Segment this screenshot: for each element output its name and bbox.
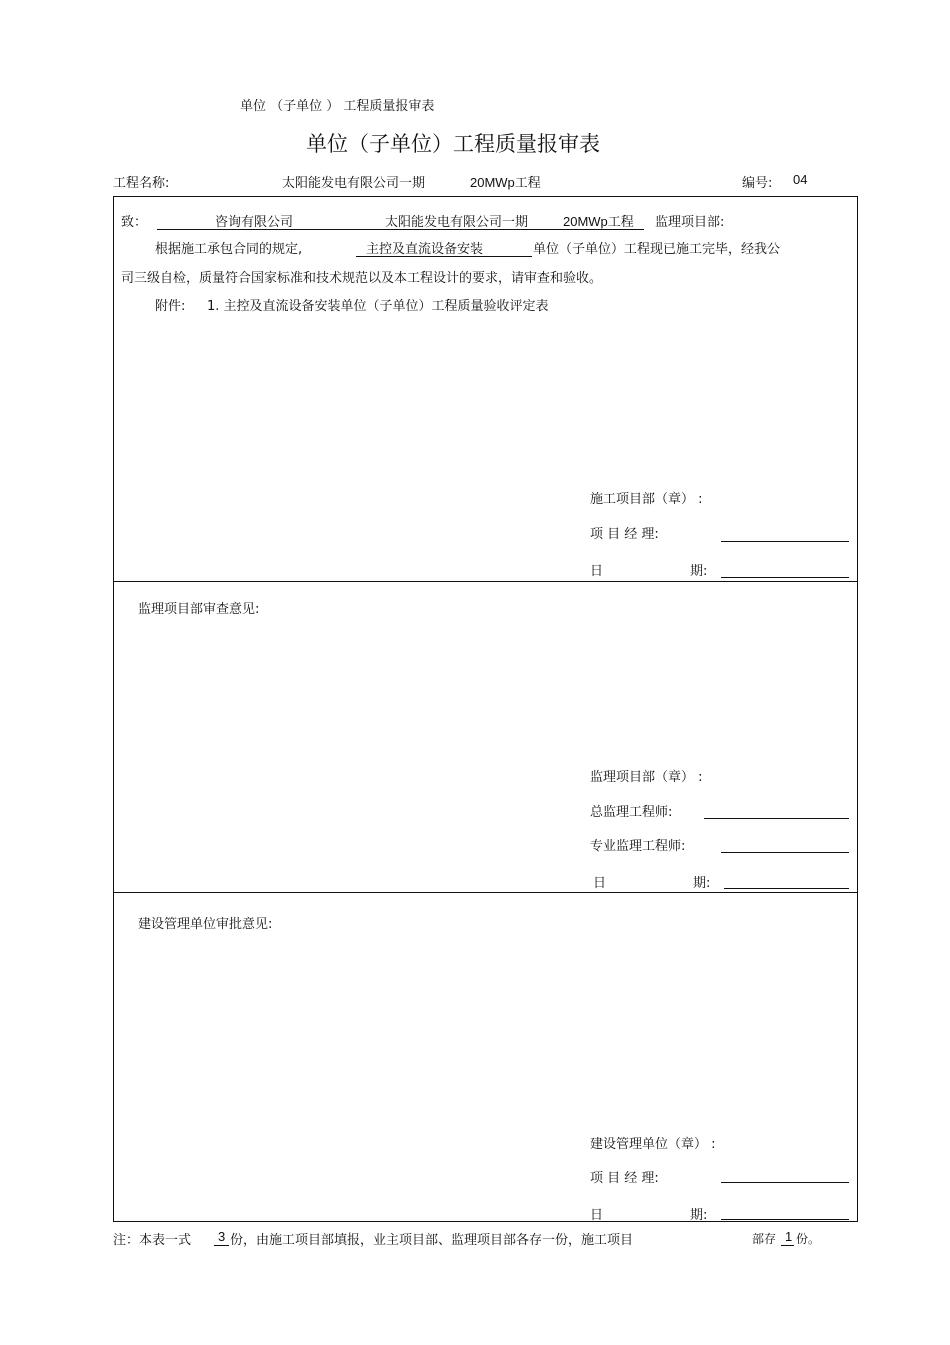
sig3-manager-line (721, 1182, 849, 1183)
sig2-date-a: 日 (593, 876, 607, 891)
to-dept: 监理项目部: (655, 215, 725, 230)
note-pre: 注：本表一式 (113, 1233, 192, 1248)
sig2-date-b: 期: (693, 876, 711, 891)
section-approval (113, 892, 858, 1222)
to-project: 太阳能发电有限公司一期 (385, 215, 529, 230)
body-line2: 司三级自检，质量符合国家标准和技术规范以及本工程设计的要求，请审查和验收。 (121, 271, 603, 286)
supervision-label: 监理项目部审查意见: (138, 602, 260, 617)
sig3-date-line (721, 1219, 849, 1220)
body-line1-item: 主控及直流设备安装 (366, 242, 484, 257)
note-tail-post: 份。 (796, 1232, 821, 1246)
note-tail-num: 1 (785, 1229, 793, 1244)
number-label: 编号: (742, 176, 773, 191)
note-copies: 3 (218, 1229, 226, 1244)
sig1-manager-line (721, 541, 849, 542)
section-supervision (113, 581, 858, 893)
item-underline (356, 256, 532, 257)
sig2-date-line (724, 888, 849, 889)
page-title: 单位（子单位）工程质量报审表 (306, 132, 600, 156)
note-tail-line (781, 1245, 794, 1246)
sig2-dept: 监理项目部（章） : (590, 770, 703, 785)
to-label: 致： (121, 215, 148, 230)
note-copies-line (214, 1245, 229, 1246)
sig1-date-b: 期: (690, 564, 708, 579)
attach-item: 1. 主控及直流设备安装单位（子单位）工程质量验收评定表 (207, 299, 549, 314)
header-small: 单位 （子单位 ） 工程质量报审表 (240, 99, 435, 114)
note-tail-pre: 部存 (752, 1232, 777, 1246)
number-value: 04 (793, 172, 808, 187)
to-underline (157, 229, 644, 230)
sig3-date-b: 期: (690, 1208, 708, 1223)
attach-label: 附件: (155, 299, 186, 314)
body-line1-pre: 根据施工承包合同的规定, (155, 242, 303, 257)
sig2-pro: 专业监理工程师: (590, 839, 686, 854)
to-project-2: 20MWp工程 (563, 214, 634, 229)
sig1-manager: 项 目 经 理: (590, 527, 659, 542)
sig1-date-a: 日 (590, 564, 604, 579)
sig3-dept: 建设管理单位（章） : (590, 1137, 716, 1152)
project-name-part1: 太阳能发电有限公司一期 (282, 176, 426, 191)
to-company: 咨询有限公司 (215, 215, 294, 230)
sig2-pro-line (721, 852, 849, 853)
body-line1-post: 单位（子单位）工程现已施工完毕，经我公 (533, 242, 781, 257)
sig3-date-a: 日 (590, 1208, 604, 1223)
project-name-part2: 20MWp工程 (470, 175, 541, 190)
project-name-label: 工程名称: (113, 176, 170, 191)
sig1-date-line (721, 577, 849, 578)
note-mid: 份，由施工项目部填报，业主项目部、监理项目部各存一份，施工项目 (230, 1233, 634, 1248)
approval-label: 建设管理单位审批意见: (138, 917, 273, 932)
sig3-manager: 项 目 经 理: (590, 1171, 659, 1186)
sig2-chief-line (704, 818, 849, 819)
sig2-chief: 总监理工程师: (590, 805, 673, 820)
sig1-dept: 施工项目部（章） : (590, 492, 703, 507)
